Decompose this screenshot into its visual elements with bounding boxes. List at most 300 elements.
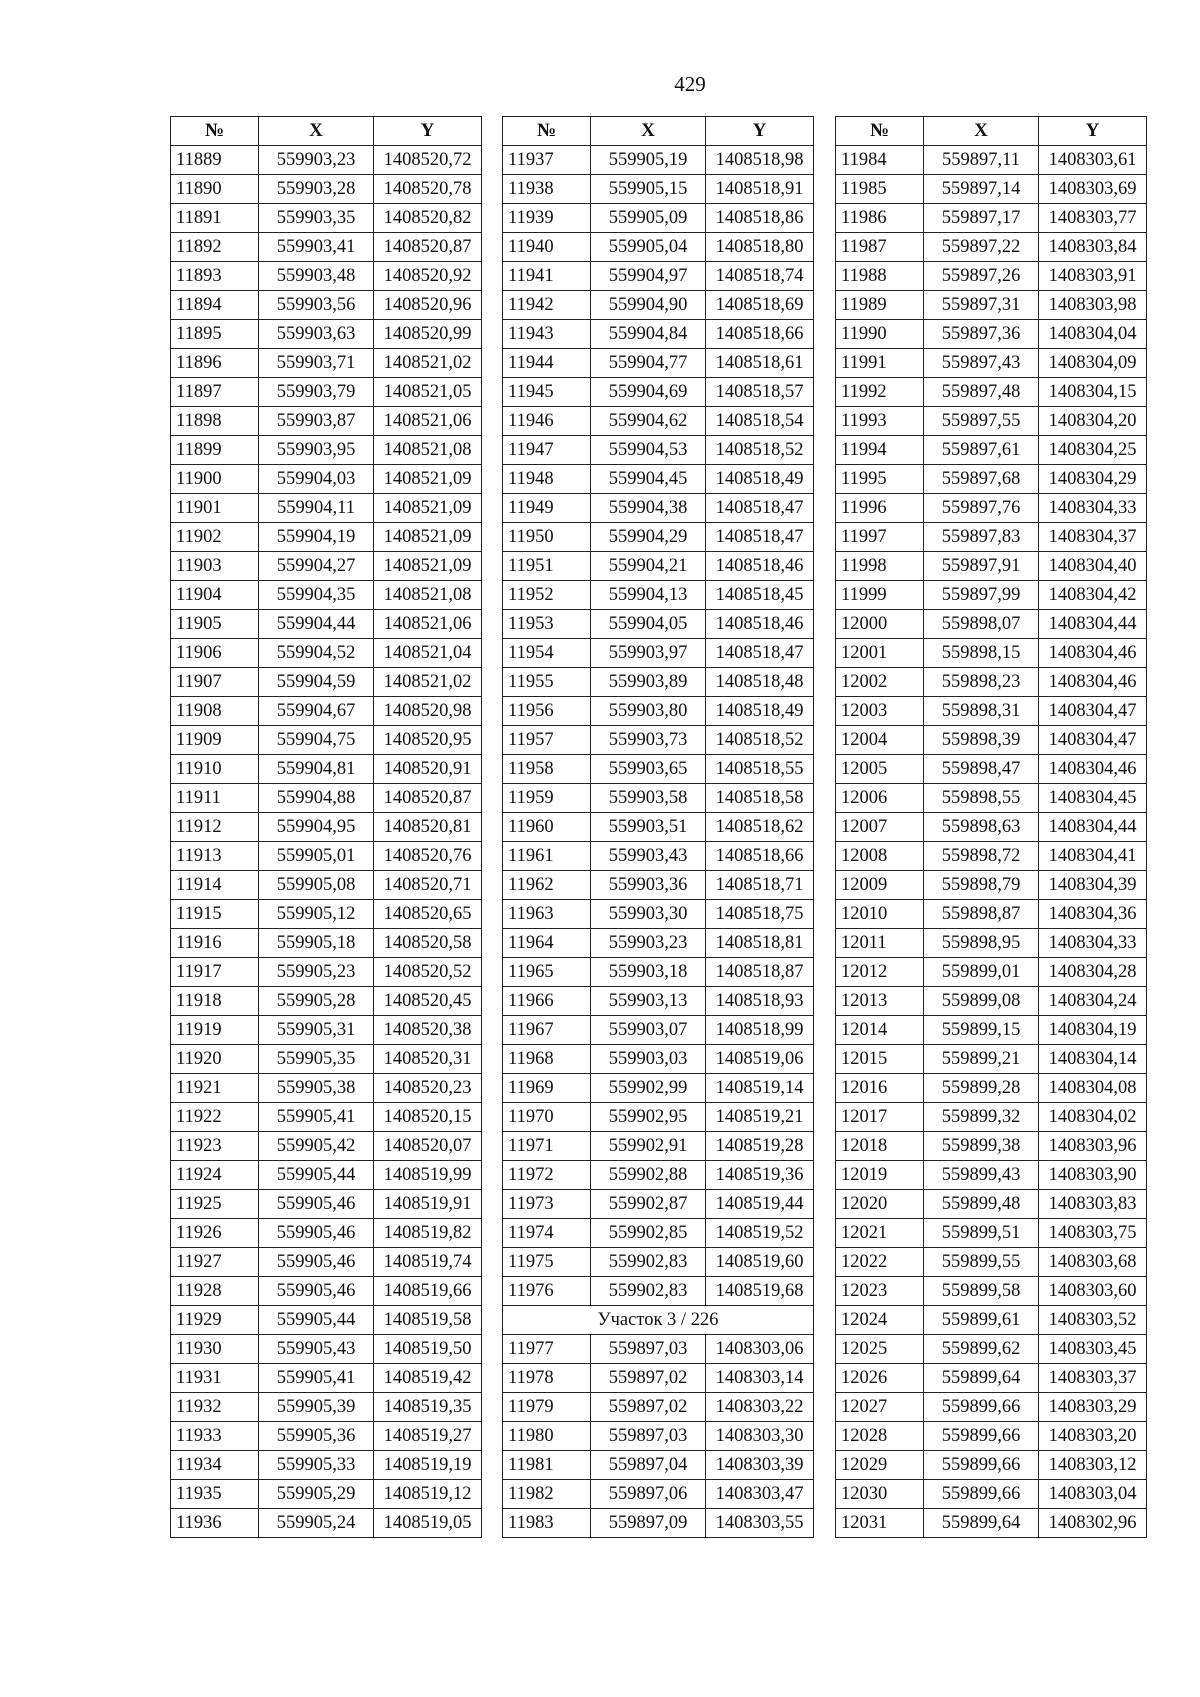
point-number-cell: 11902 [171, 523, 259, 552]
table-row [503, 929, 814, 958]
y-coordinate-cell: 1408519,27 [374, 1422, 482, 1451]
section-label: Участок 3 / 226 [503, 1306, 814, 1335]
point-number-cell: 12020 [836, 1190, 924, 1219]
table-row [836, 987, 1147, 1016]
x-coordinate-cell: 559899,64 [924, 1364, 1039, 1393]
y-coordinate-cell: 1408521,08 [374, 436, 482, 465]
y-coordinate-cell: 1408518,48 [706, 668, 814, 697]
point-number-cell: 11985 [836, 175, 924, 204]
table-row [836, 900, 1147, 929]
table-row [836, 175, 1147, 204]
x-coordinate-cell: 559905,04 [591, 233, 706, 262]
point-number-cell: 12008 [836, 842, 924, 871]
y-coordinate-cell: 1408520,98 [374, 697, 482, 726]
table-row [171, 958, 482, 987]
coordinates-table-1 [170, 116, 482, 1538]
point-number-cell: 12026 [836, 1364, 924, 1393]
x-coordinate-cell: 559897,48 [924, 378, 1039, 407]
y-coordinate-cell: 1408520,92 [374, 262, 482, 291]
y-coordinate-cell: 1408520,99 [374, 320, 482, 349]
table-row [836, 755, 1147, 784]
point-number-cell: 12006 [836, 784, 924, 813]
point-number-cell: 11973 [503, 1190, 591, 1219]
x-coordinate-cell: 559903,79 [259, 378, 374, 407]
x-coordinate-cell: 559902,91 [591, 1132, 706, 1161]
y-coordinate-cell: 1408520,81 [374, 813, 482, 842]
table-row [503, 581, 814, 610]
table-row [503, 436, 814, 465]
point-number-cell: 11998 [836, 552, 924, 581]
table-row [171, 146, 482, 175]
x-coordinate-cell: 559905,46 [259, 1277, 374, 1306]
x-coordinate-cell: 559902,83 [591, 1248, 706, 1277]
point-number-cell: 11895 [171, 320, 259, 349]
table-row [836, 262, 1147, 291]
y-coordinate-cell: 1408304,46 [1039, 639, 1147, 668]
y-coordinate-cell: 1408303,45 [1039, 1335, 1147, 1364]
y-coordinate-cell: 1408519,74 [374, 1248, 482, 1277]
table-row [503, 842, 814, 871]
y-coordinate-cell: 1408304,08 [1039, 1074, 1147, 1103]
table-row [171, 784, 482, 813]
x-coordinate-cell: 559903,28 [259, 175, 374, 204]
y-coordinate-cell: 1408519,42 [374, 1364, 482, 1393]
point-number-cell: 12013 [836, 987, 924, 1016]
x-coordinate-cell: 559903,95 [259, 436, 374, 465]
x-coordinate-cell: 559899,66 [924, 1451, 1039, 1480]
y-coordinate-cell: 1408518,47 [706, 523, 814, 552]
table-row [171, 755, 482, 784]
point-number-cell: 11999 [836, 581, 924, 610]
table-row [836, 1451, 1147, 1480]
table-row [503, 697, 814, 726]
table-row [836, 436, 1147, 465]
x-coordinate-cell: 559903,23 [259, 146, 374, 175]
header-y: Y [706, 117, 814, 146]
point-number-cell: 12004 [836, 726, 924, 755]
point-number-cell: 12003 [836, 697, 924, 726]
x-coordinate-cell: 559897,61 [924, 436, 1039, 465]
table-row [503, 407, 814, 436]
y-coordinate-cell: 1408518,52 [706, 436, 814, 465]
x-coordinate-cell: 559904,77 [591, 349, 706, 378]
y-coordinate-cell: 1408304,09 [1039, 349, 1147, 378]
y-coordinate-cell: 1408520,23 [374, 1074, 482, 1103]
table-row [503, 639, 814, 668]
x-coordinate-cell: 559903,56 [259, 291, 374, 320]
y-coordinate-cell: 1408518,47 [706, 494, 814, 523]
y-coordinate-cell: 1408303,84 [1039, 233, 1147, 262]
x-coordinate-cell: 559897,09 [591, 1509, 706, 1538]
point-number-cell: 11980 [503, 1422, 591, 1451]
table-row [171, 1161, 482, 1190]
y-coordinate-cell: 1408304,33 [1039, 929, 1147, 958]
y-coordinate-cell: 1408519,44 [706, 1190, 814, 1219]
table-row [503, 610, 814, 639]
table-row [503, 1161, 814, 1190]
x-coordinate-cell: 559904,38 [591, 494, 706, 523]
x-coordinate-cell: 559903,23 [591, 929, 706, 958]
point-number-cell: 11932 [171, 1393, 259, 1422]
table-row [171, 523, 482, 552]
x-coordinate-cell: 559904,95 [259, 813, 374, 842]
y-coordinate-cell: 1408519,19 [374, 1451, 482, 1480]
point-number-cell: 11925 [171, 1190, 259, 1219]
x-coordinate-cell: 559897,26 [924, 262, 1039, 291]
table-row [503, 726, 814, 755]
point-number-cell: 11933 [171, 1422, 259, 1451]
table-row [171, 1393, 482, 1422]
x-coordinate-cell: 559904,29 [591, 523, 706, 552]
y-coordinate-cell: 1408518,93 [706, 987, 814, 1016]
header-x: X [259, 117, 374, 146]
point-number-cell: 12016 [836, 1074, 924, 1103]
x-coordinate-cell: 559897,22 [924, 233, 1039, 262]
y-coordinate-cell: 1408519,21 [706, 1103, 814, 1132]
x-coordinate-cell: 559903,58 [591, 784, 706, 813]
y-coordinate-cell: 1408303,98 [1039, 291, 1147, 320]
x-coordinate-cell: 559897,91 [924, 552, 1039, 581]
table-row [171, 668, 482, 697]
point-number-cell: 11981 [503, 1451, 591, 1480]
x-coordinate-cell: 559903,41 [259, 233, 374, 262]
y-coordinate-cell: 1408304,29 [1039, 465, 1147, 494]
x-coordinate-cell: 559899,66 [924, 1393, 1039, 1422]
point-number-cell: 11930 [171, 1335, 259, 1364]
table-row [171, 1509, 482, 1538]
table-row [171, 610, 482, 639]
point-number-cell: 11915 [171, 900, 259, 929]
point-number-cell: 12031 [836, 1509, 924, 1538]
table-row [503, 1422, 814, 1451]
x-coordinate-cell: 559903,80 [591, 697, 706, 726]
x-coordinate-cell: 559899,62 [924, 1335, 1039, 1364]
y-coordinate-cell: 1408303,55 [706, 1509, 814, 1538]
y-coordinate-cell: 1408303,75 [1039, 1219, 1147, 1248]
point-number-cell: 11942 [503, 291, 591, 320]
x-coordinate-cell: 559898,55 [924, 784, 1039, 813]
y-coordinate-cell: 1408304,15 [1039, 378, 1147, 407]
point-number-cell: 11951 [503, 552, 591, 581]
point-number-cell: 11954 [503, 639, 591, 668]
y-coordinate-cell: 1408304,47 [1039, 697, 1147, 726]
y-coordinate-cell: 1408518,86 [706, 204, 814, 233]
point-number-cell: 12022 [836, 1248, 924, 1277]
point-number-cell: 11989 [836, 291, 924, 320]
y-coordinate-cell: 1408520,82 [374, 204, 482, 233]
y-coordinate-cell: 1408518,71 [706, 871, 814, 900]
y-coordinate-cell: 1408519,91 [374, 1190, 482, 1219]
point-number-cell: 11923 [171, 1132, 259, 1161]
y-coordinate-cell: 1408518,69 [706, 291, 814, 320]
point-number-cell: 11900 [171, 465, 259, 494]
point-number-cell: 11968 [503, 1045, 591, 1074]
y-coordinate-cell: 1408304,19 [1039, 1016, 1147, 1045]
table-row [836, 1219, 1147, 1248]
point-number-cell: 11922 [171, 1103, 259, 1132]
point-number-cell: 11924 [171, 1161, 259, 1190]
y-coordinate-cell: 1408518,49 [706, 465, 814, 494]
section-row [503, 1306, 814, 1335]
table-row [503, 755, 814, 784]
y-coordinate-cell: 1408303,90 [1039, 1161, 1147, 1190]
x-coordinate-cell: 559903,71 [259, 349, 374, 378]
point-number-cell: 12029 [836, 1451, 924, 1480]
x-coordinate-cell: 559902,95 [591, 1103, 706, 1132]
x-coordinate-cell: 559897,14 [924, 175, 1039, 204]
table-row [836, 1422, 1147, 1451]
y-coordinate-cell: 1408521,09 [374, 523, 482, 552]
x-coordinate-cell: 559897,36 [924, 320, 1039, 349]
x-coordinate-cell: 559898,39 [924, 726, 1039, 755]
point-number-cell: 12025 [836, 1335, 924, 1364]
x-coordinate-cell: 559903,35 [259, 204, 374, 233]
y-coordinate-cell: 1408521,09 [374, 494, 482, 523]
y-coordinate-cell: 1408518,46 [706, 552, 814, 581]
x-coordinate-cell: 559899,48 [924, 1190, 1039, 1219]
x-coordinate-cell: 559905,46 [259, 1219, 374, 1248]
point-number-cell: 11916 [171, 929, 259, 958]
table-row [503, 813, 814, 842]
table-row [836, 581, 1147, 610]
table-row [836, 1335, 1147, 1364]
y-coordinate-cell: 1408518,47 [706, 639, 814, 668]
table-row [836, 1306, 1147, 1335]
x-coordinate-cell: 559897,03 [591, 1335, 706, 1364]
table-row [171, 1248, 482, 1277]
x-coordinate-cell: 559905,15 [591, 175, 706, 204]
y-coordinate-cell: 1408304,14 [1039, 1045, 1147, 1074]
point-number-cell: 11936 [171, 1509, 259, 1538]
table-row [503, 1480, 814, 1509]
table-row [836, 1509, 1147, 1538]
y-coordinate-cell: 1408304,37 [1039, 523, 1147, 552]
point-number-cell: 11889 [171, 146, 259, 175]
table-row [171, 291, 482, 320]
table-row [171, 1451, 482, 1480]
x-coordinate-cell: 559902,99 [591, 1074, 706, 1103]
x-coordinate-cell: 559905,24 [259, 1509, 374, 1538]
y-coordinate-cell: 1408519,82 [374, 1219, 482, 1248]
y-coordinate-cell: 1408304,42 [1039, 581, 1147, 610]
x-coordinate-cell: 559903,43 [591, 842, 706, 871]
point-number-cell: 11892 [171, 233, 259, 262]
point-number-cell: 11952 [503, 581, 591, 610]
y-coordinate-cell: 1408521,06 [374, 407, 482, 436]
point-number-cell: 11893 [171, 262, 259, 291]
point-number-cell: 11964 [503, 929, 591, 958]
x-coordinate-cell: 559899,32 [924, 1103, 1039, 1132]
y-coordinate-cell: 1408520,58 [374, 929, 482, 958]
y-coordinate-cell: 1408519,52 [706, 1219, 814, 1248]
point-number-cell: 11995 [836, 465, 924, 494]
y-coordinate-cell: 1408303,37 [1039, 1364, 1147, 1393]
table-row [503, 204, 814, 233]
x-coordinate-cell: 559898,15 [924, 639, 1039, 668]
table-row [503, 523, 814, 552]
point-number-cell: 11996 [836, 494, 924, 523]
table-row [503, 1335, 814, 1364]
x-coordinate-cell: 559904,69 [591, 378, 706, 407]
x-coordinate-cell: 559899,58 [924, 1277, 1039, 1306]
table-row [836, 291, 1147, 320]
point-number-cell: 11948 [503, 465, 591, 494]
table-row [171, 1190, 482, 1219]
x-coordinate-cell: 559902,83 [591, 1277, 706, 1306]
x-coordinate-cell: 559905,09 [591, 204, 706, 233]
y-coordinate-cell: 1408519,36 [706, 1161, 814, 1190]
table-row [503, 1451, 814, 1480]
x-coordinate-cell: 559902,85 [591, 1219, 706, 1248]
table-row [503, 262, 814, 291]
y-coordinate-cell: 1408519,14 [706, 1074, 814, 1103]
y-coordinate-cell: 1408304,40 [1039, 552, 1147, 581]
x-coordinate-cell: 559905,31 [259, 1016, 374, 1045]
table-row [836, 668, 1147, 697]
y-coordinate-cell: 1408304,24 [1039, 987, 1147, 1016]
y-coordinate-cell: 1408519,12 [374, 1480, 482, 1509]
point-number-cell: 11950 [503, 523, 591, 552]
table-row [503, 1509, 814, 1538]
point-number-cell: 11992 [836, 378, 924, 407]
y-coordinate-cell: 1408521,02 [374, 349, 482, 378]
point-number-cell: 11965 [503, 958, 591, 987]
y-coordinate-cell: 1408304,44 [1039, 610, 1147, 639]
table-row [171, 987, 482, 1016]
table-row [171, 1335, 482, 1364]
table-row [171, 1306, 482, 1335]
y-coordinate-cell: 1408303,04 [1039, 1480, 1147, 1509]
y-coordinate-cell: 1408520,15 [374, 1103, 482, 1132]
point-number-cell: 11939 [503, 204, 591, 233]
point-number-cell: 11921 [171, 1074, 259, 1103]
point-number-cell: 11944 [503, 349, 591, 378]
y-coordinate-cell: 1408303,68 [1039, 1248, 1147, 1277]
table-row [503, 320, 814, 349]
x-coordinate-cell: 559897,17 [924, 204, 1039, 233]
table-row [836, 784, 1147, 813]
point-number-cell: 12000 [836, 610, 924, 639]
x-coordinate-cell: 559898,31 [924, 697, 1039, 726]
x-coordinate-cell: 559899,55 [924, 1248, 1039, 1277]
x-coordinate-cell: 559903,89 [591, 668, 706, 697]
x-coordinate-cell: 559897,76 [924, 494, 1039, 523]
coordinates-table-2 [502, 116, 814, 1538]
y-coordinate-cell: 1408519,68 [706, 1277, 814, 1306]
point-number-cell: 12023 [836, 1277, 924, 1306]
point-number-cell: 11938 [503, 175, 591, 204]
table-row [171, 465, 482, 494]
x-coordinate-cell: 559904,59 [259, 668, 374, 697]
point-number-cell: 11934 [171, 1451, 259, 1480]
table-row [503, 1074, 814, 1103]
point-number-cell: 11927 [171, 1248, 259, 1277]
coordinates-table-3 [835, 116, 1147, 1538]
point-number-cell: 11990 [836, 320, 924, 349]
x-coordinate-cell: 559897,06 [591, 1480, 706, 1509]
y-coordinate-cell: 1408518,80 [706, 233, 814, 262]
table-row [503, 233, 814, 262]
y-coordinate-cell: 1408304,25 [1039, 436, 1147, 465]
point-number-cell: 11894 [171, 291, 259, 320]
point-number-cell: 11940 [503, 233, 591, 262]
table-row [171, 494, 482, 523]
y-coordinate-cell: 1408521,02 [374, 668, 482, 697]
y-coordinate-cell: 1408303,14 [706, 1364, 814, 1393]
y-coordinate-cell: 1408520,45 [374, 987, 482, 1016]
table-row [503, 1132, 814, 1161]
point-number-cell: 11912 [171, 813, 259, 842]
x-coordinate-cell: 559903,63 [259, 320, 374, 349]
table-row [171, 1103, 482, 1132]
table-row [171, 349, 482, 378]
y-coordinate-cell: 1408519,60 [706, 1248, 814, 1277]
x-coordinate-cell: 559905,36 [259, 1422, 374, 1451]
table-row [503, 1364, 814, 1393]
x-coordinate-cell: 559905,23 [259, 958, 374, 987]
y-coordinate-cell: 1408518,49 [706, 697, 814, 726]
y-coordinate-cell: 1408304,41 [1039, 842, 1147, 871]
table-row [503, 349, 814, 378]
x-coordinate-cell: 559898,79 [924, 871, 1039, 900]
x-coordinate-cell: 559903,18 [591, 958, 706, 987]
point-number-cell: 11906 [171, 639, 259, 668]
table-row [836, 1016, 1147, 1045]
x-coordinate-cell: 559904,62 [591, 407, 706, 436]
point-number-cell: 11983 [503, 1509, 591, 1538]
y-coordinate-cell: 1408521,05 [374, 378, 482, 407]
table-row [836, 204, 1147, 233]
header-x: X [924, 117, 1039, 146]
y-coordinate-cell: 1408518,46 [706, 610, 814, 639]
x-coordinate-cell: 559904,13 [591, 581, 706, 610]
point-number-cell: 12017 [836, 1103, 924, 1132]
x-coordinate-cell: 559904,44 [259, 610, 374, 639]
y-coordinate-cell: 1408518,99 [706, 1016, 814, 1045]
y-coordinate-cell: 1408518,66 [706, 320, 814, 349]
point-number-cell: 11904 [171, 581, 259, 610]
table-row [836, 958, 1147, 987]
table-row [836, 639, 1147, 668]
y-coordinate-cell: 1408520,52 [374, 958, 482, 987]
table-row [836, 407, 1147, 436]
y-coordinate-cell: 1408518,91 [706, 175, 814, 204]
y-coordinate-cell: 1408304,46 [1039, 755, 1147, 784]
x-coordinate-cell: 559905,35 [259, 1045, 374, 1074]
y-coordinate-cell: 1408519,06 [706, 1045, 814, 1074]
y-coordinate-cell: 1408518,55 [706, 755, 814, 784]
y-coordinate-cell: 1408520,38 [374, 1016, 482, 1045]
y-coordinate-cell: 1408518,58 [706, 784, 814, 813]
point-number-cell: 11935 [171, 1480, 259, 1509]
point-number-cell: 12019 [836, 1161, 924, 1190]
point-number-cell: 11897 [171, 378, 259, 407]
y-coordinate-cell: 1408303,20 [1039, 1422, 1147, 1451]
y-coordinate-cell: 1408304,36 [1039, 900, 1147, 929]
x-coordinate-cell: 559904,52 [259, 639, 374, 668]
y-coordinate-cell: 1408304,46 [1039, 668, 1147, 697]
y-coordinate-cell: 1408303,22 [706, 1393, 814, 1422]
table-row [171, 813, 482, 842]
table-row [171, 436, 482, 465]
point-number-cell: 11974 [503, 1219, 591, 1248]
y-coordinate-cell: 1408303,91 [1039, 262, 1147, 291]
x-coordinate-cell: 559905,29 [259, 1480, 374, 1509]
table-row [171, 1132, 482, 1161]
point-number-cell: 12009 [836, 871, 924, 900]
point-number-cell: 11891 [171, 204, 259, 233]
y-coordinate-cell: 1408518,54 [706, 407, 814, 436]
